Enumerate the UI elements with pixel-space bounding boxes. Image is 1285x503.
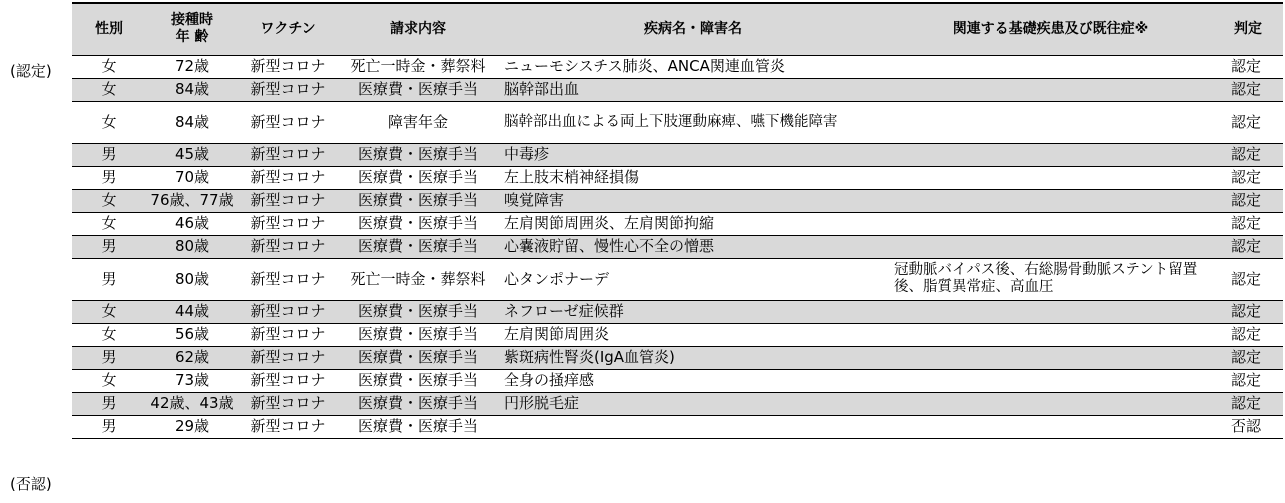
table-row [72, 235, 1283, 258]
cell-related [888, 235, 1213, 258]
cell-sex: 男 [72, 166, 146, 189]
cell-sex: 女 [72, 300, 146, 323]
cell-sex: 女 [72, 189, 146, 212]
cell-related [888, 189, 1213, 212]
cell-judgment: 認定 [1213, 55, 1283, 78]
cell-vaccine: 新型コロナ [238, 258, 338, 300]
cell-age: 44歳 [146, 300, 238, 323]
cell-sex: 女 [72, 55, 146, 78]
cell-age: 45歳 [146, 143, 238, 166]
cell-disease: 心タンポナーデ [498, 258, 888, 300]
cell-sex: 女 [72, 101, 146, 143]
table-row [72, 258, 1283, 300]
cell-age: 84歳 [146, 101, 238, 143]
table-row [72, 101, 1283, 143]
cell-vaccine: 新型コロナ [238, 166, 338, 189]
denied-section-label: (否認) [10, 475, 52, 493]
cell-vaccine: 新型コロナ [238, 212, 338, 235]
cell-age: 70歳 [146, 166, 238, 189]
cell-age: 62歳 [146, 346, 238, 369]
cell-disease: 全身の掻痒感 [498, 369, 888, 392]
cell-judgment: 認定 [1213, 369, 1283, 392]
header-age-line1: 接種時 [171, 12, 213, 29]
header-related: 関連する基礎疾患及び既往症※ [888, 3, 1213, 55]
cell-vaccine: 新型コロナ [238, 78, 338, 101]
vaccine-injury-table [72, 2, 1283, 439]
cell-judgment: 認定 [1213, 212, 1283, 235]
cell-related [888, 55, 1213, 78]
cell-judgment: 否認 [1213, 415, 1283, 438]
cell-related [888, 323, 1213, 346]
cell-claim: 医療費・医療手当 [338, 212, 498, 235]
cell-related [888, 392, 1213, 415]
cell-disease: 左上肢末梢神経損傷 [498, 166, 888, 189]
cell-vaccine: 新型コロナ [238, 323, 338, 346]
cell-disease: 紫斑病性腎炎(IgA血管炎) [498, 346, 888, 369]
cell-related: 冠動脈バイパス後、右総腸骨動脈ステント留置後、脂質異常症、高血圧 [888, 258, 1213, 300]
cell-vaccine: 新型コロナ [238, 101, 338, 143]
cell-vaccine: 新型コロナ [238, 235, 338, 258]
table-row [72, 55, 1283, 78]
cell-sex: 男 [72, 258, 146, 300]
cell-claim: 医療費・医療手当 [338, 300, 498, 323]
cell-vaccine: 新型コロナ [238, 189, 338, 212]
cell-claim: 死亡一時金・葬祭料 [338, 258, 498, 300]
cell-age: 76歳、77歳 [146, 189, 238, 212]
cell-related [888, 415, 1213, 438]
table-row [72, 166, 1283, 189]
cell-age: 73歳 [146, 369, 238, 392]
cell-claim: 医療費・医療手当 [338, 392, 498, 415]
cell-related [888, 101, 1213, 143]
cell-sex: 男 [72, 235, 146, 258]
cell-age: 80歳 [146, 235, 238, 258]
cell-disease: 中毒疹 [498, 143, 888, 166]
cell-claim: 医療費・医療手当 [338, 346, 498, 369]
cell-vaccine: 新型コロナ [238, 346, 338, 369]
cell-sex: 女 [72, 369, 146, 392]
cell-sex: 男 [72, 415, 146, 438]
header-judgment: 判定 [1213, 3, 1283, 55]
header-disease: 疾病名・障害名 [498, 3, 888, 55]
cell-related [888, 369, 1213, 392]
cell-age: 29歳 [146, 415, 238, 438]
cell-judgment: 認定 [1213, 300, 1283, 323]
cell-sex: 女 [72, 323, 146, 346]
cell-claim: 医療費・医療手当 [338, 235, 498, 258]
cell-sex: 女 [72, 78, 146, 101]
cell-claim: 医療費・医療手当 [338, 143, 498, 166]
cell-vaccine: 新型コロナ [238, 300, 338, 323]
header-vaccine: ワクチン [238, 3, 338, 55]
cell-disease: 円形脱毛症 [498, 392, 888, 415]
cell-judgment: 認定 [1213, 78, 1283, 101]
cell-claim: 医療費・医療手当 [338, 323, 498, 346]
cell-related [888, 300, 1213, 323]
cell-related [888, 143, 1213, 166]
cell-disease: 心嚢液貯留、慢性心不全の憎悪 [498, 235, 888, 258]
cell-claim: 死亡一時金・葬祭料 [338, 55, 498, 78]
cell-judgment: 認定 [1213, 101, 1283, 143]
cell-judgment: 認定 [1213, 189, 1283, 212]
cell-claim: 医療費・医療手当 [338, 166, 498, 189]
cell-disease: 左肩関節周囲炎 [498, 323, 888, 346]
cell-claim: 医療費・医療手当 [338, 415, 498, 438]
cell-age: 80歳 [146, 258, 238, 300]
table-row [72, 415, 1283, 438]
cell-age: 72歳 [146, 55, 238, 78]
header-claim: 請求内容 [338, 3, 498, 55]
cell-disease: ネフローゼ症候群 [498, 300, 888, 323]
cell-judgment: 認定 [1213, 392, 1283, 415]
cell-judgment: 認定 [1213, 323, 1283, 346]
approved-section-label: (認定) [10, 62, 52, 80]
cell-sex: 男 [72, 143, 146, 166]
table-row [72, 392, 1283, 415]
cell-age: 84歳 [146, 78, 238, 101]
cell-disease: 左肩関節周囲炎、左肩関節拘縮 [498, 212, 888, 235]
header-age-line2: 年 齢 [175, 29, 209, 46]
cell-judgment: 認定 [1213, 143, 1283, 166]
cell-vaccine: 新型コロナ [238, 392, 338, 415]
cell-age: 46歳 [146, 212, 238, 235]
cell-judgment: 認定 [1213, 166, 1283, 189]
cell-disease: 嗅覚障害 [498, 189, 888, 212]
cell-related [888, 78, 1213, 101]
cell-judgment: 認定 [1213, 235, 1283, 258]
table-row [72, 323, 1283, 346]
table-row [72, 189, 1283, 212]
cell-disease: 脳幹部出血 [498, 78, 888, 101]
cell-related [888, 212, 1213, 235]
cell-claim: 医療費・医療手当 [338, 78, 498, 101]
cell-claim: 医療費・医療手当 [338, 369, 498, 392]
table-row [72, 300, 1283, 323]
cell-claim: 医療費・医療手当 [338, 189, 498, 212]
cell-judgment: 認定 [1213, 346, 1283, 369]
cell-sex: 男 [72, 392, 146, 415]
cell-related [888, 346, 1213, 369]
table-body [72, 55, 1283, 438]
table-row [72, 369, 1283, 392]
cell-vaccine: 新型コロナ [238, 143, 338, 166]
cell-disease [498, 415, 888, 438]
cell-age: 56歳 [146, 323, 238, 346]
table-row [72, 212, 1283, 235]
cell-sex: 女 [72, 212, 146, 235]
cell-vaccine: 新型コロナ [238, 55, 338, 78]
table-row [72, 346, 1283, 369]
cell-judgment: 認定 [1213, 258, 1283, 300]
cell-disease: ニューモシスチス肺炎、ANCA関連血管炎 [498, 55, 888, 78]
cell-disease: 脳幹部出血による両上下肢運動麻痺、嚥下機能障害 [498, 101, 888, 143]
cell-vaccine: 新型コロナ [238, 369, 338, 392]
cell-related [888, 166, 1213, 189]
header-age [146, 3, 238, 55]
cell-sex: 男 [72, 346, 146, 369]
table-row [72, 78, 1283, 101]
cell-age: 42歳、43歳 [146, 392, 238, 415]
cell-claim: 障害年金 [338, 101, 498, 143]
cell-vaccine: 新型コロナ [238, 415, 338, 438]
header-sex: 性別 [72, 3, 146, 55]
table-row [72, 143, 1283, 166]
table-header [72, 3, 1283, 55]
